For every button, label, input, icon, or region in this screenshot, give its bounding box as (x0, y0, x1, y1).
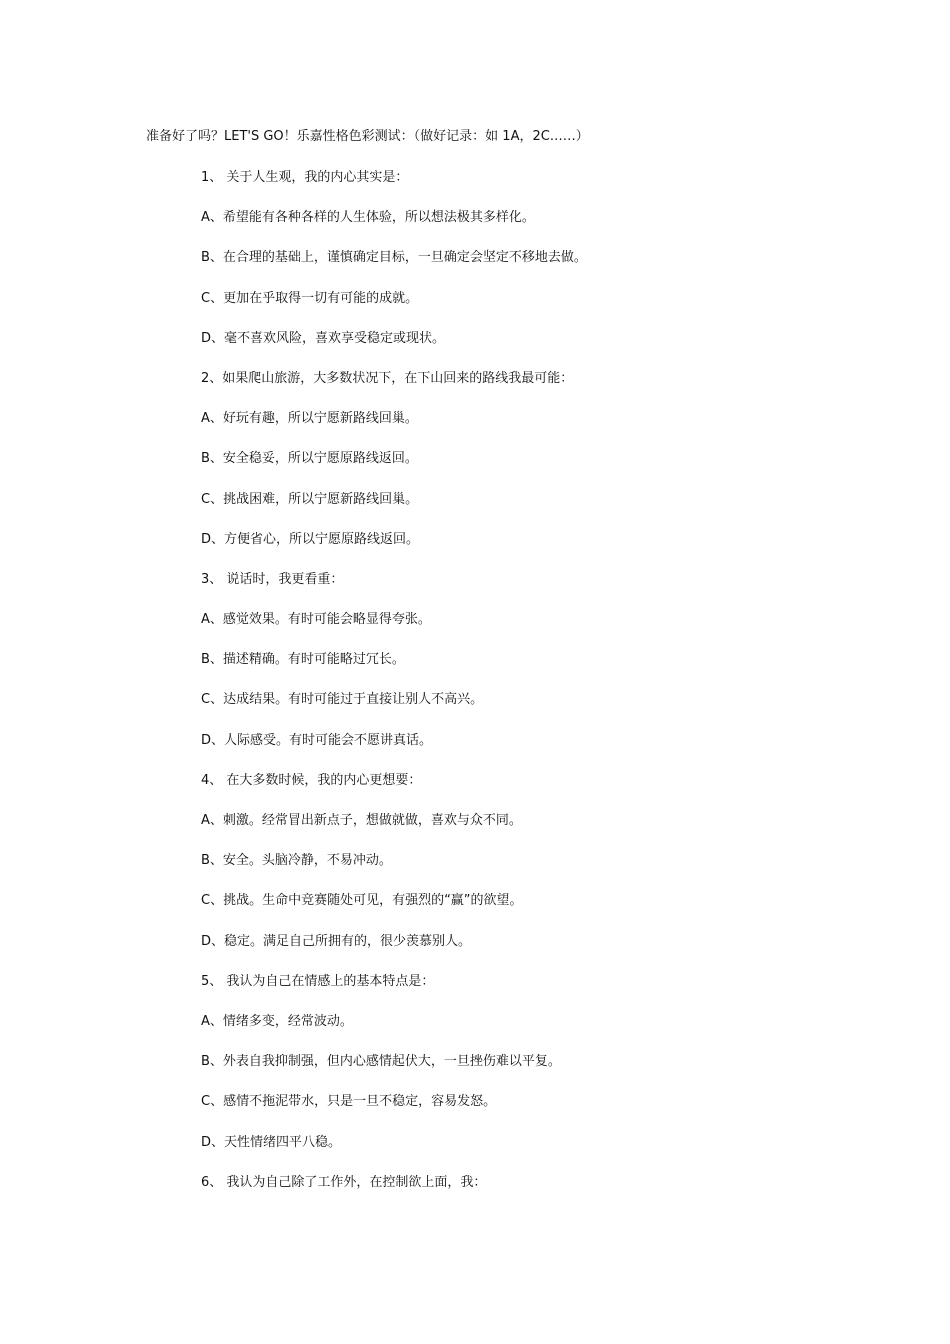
question-3: 3、 说话时，我更看重： (201, 571, 344, 587)
q1-option-d: D、毫不喜欢风险，喜欢享受稳定或现状。 (201, 330, 446, 346)
question-2: 2、如果爬山旅游，大多数状况下，在下山回来的路线我最可能： (201, 370, 574, 386)
question-4: 4、 在大多数时候，我的内心更想要： (201, 772, 422, 788)
q5-option-c: C、感情不拖泥带水，只是一旦不稳定，容易发怒。 (201, 1094, 497, 1110)
question-list (201, 169, 901, 1214)
q4-option-a: A、刺激。经常冒出新点子，想做就做，喜欢与众不同。 (201, 813, 522, 828)
q2-option-a: A、好玩有趣，所以宁愿新路线回巢。 (201, 411, 418, 427)
q2-option-d: D、方便省心，所以宁愿原路线返回。 (201, 531, 420, 547)
q2-option-b: B、安全稳妥，所以宁愿原路线返回。 (201, 451, 418, 467)
q2-option-c: C、挑战困难，所以宁愿新路线回巢。 (201, 491, 419, 507)
intro-line: 准备好了吗？LET'S GO！乐嘉性格色彩测试：（做好记录：如 1A，2C……） (146, 129, 589, 144)
q3-option-b: B、描述精确。有时可能略过冗长。 (201, 652, 405, 668)
q3-option-a: A、感觉效果。有时可能会略显得夸张。 (201, 612, 431, 628)
question-1: 1、 关于人生观，我的内心其实是： (201, 170, 409, 185)
q4-option-c: C、挑战。生命中竞赛随处可见，有强烈的“赢”的欲望。 (201, 893, 523, 909)
q1-option-a: A、希望能有各种各样的人生体验，所以想法极其多样化。 (201, 210, 535, 226)
q4-option-d: D、稳定。满足自己所拥有的，很少羡慕别人。 (201, 933, 472, 949)
question-5: 5、 我认为自己在情感上的基本特点是： (201, 973, 435, 989)
q1-option-b: B、在合理的基础上，谨慎确定目标，一旦确定会坚定不移地去做。 (201, 250, 587, 266)
q4-option-b: B、安全。头脑冷静，不易冲动。 (201, 853, 392, 869)
q5-option-a: A、情绪多变，经常波动。 (201, 1013, 353, 1029)
q1-option-c: C、更加在乎取得一切有可能的成就。 (201, 290, 419, 306)
q3-option-c: C、达成结果。有时可能过于直接让别人不高兴。 (201, 692, 484, 708)
q5-option-b: B、外表自我抑制强，但内心感情起伏大，一旦挫伤难以平复。 (201, 1054, 561, 1070)
q3-option-d: D、人际感受。有时可能会不愿讲真话。 (201, 732, 433, 748)
q5-option-d: D、天性情绪四平八稳。 (201, 1134, 342, 1150)
question-6: 6、 我认为自己除了工作外，在控制欲上面，我： (201, 1174, 487, 1190)
